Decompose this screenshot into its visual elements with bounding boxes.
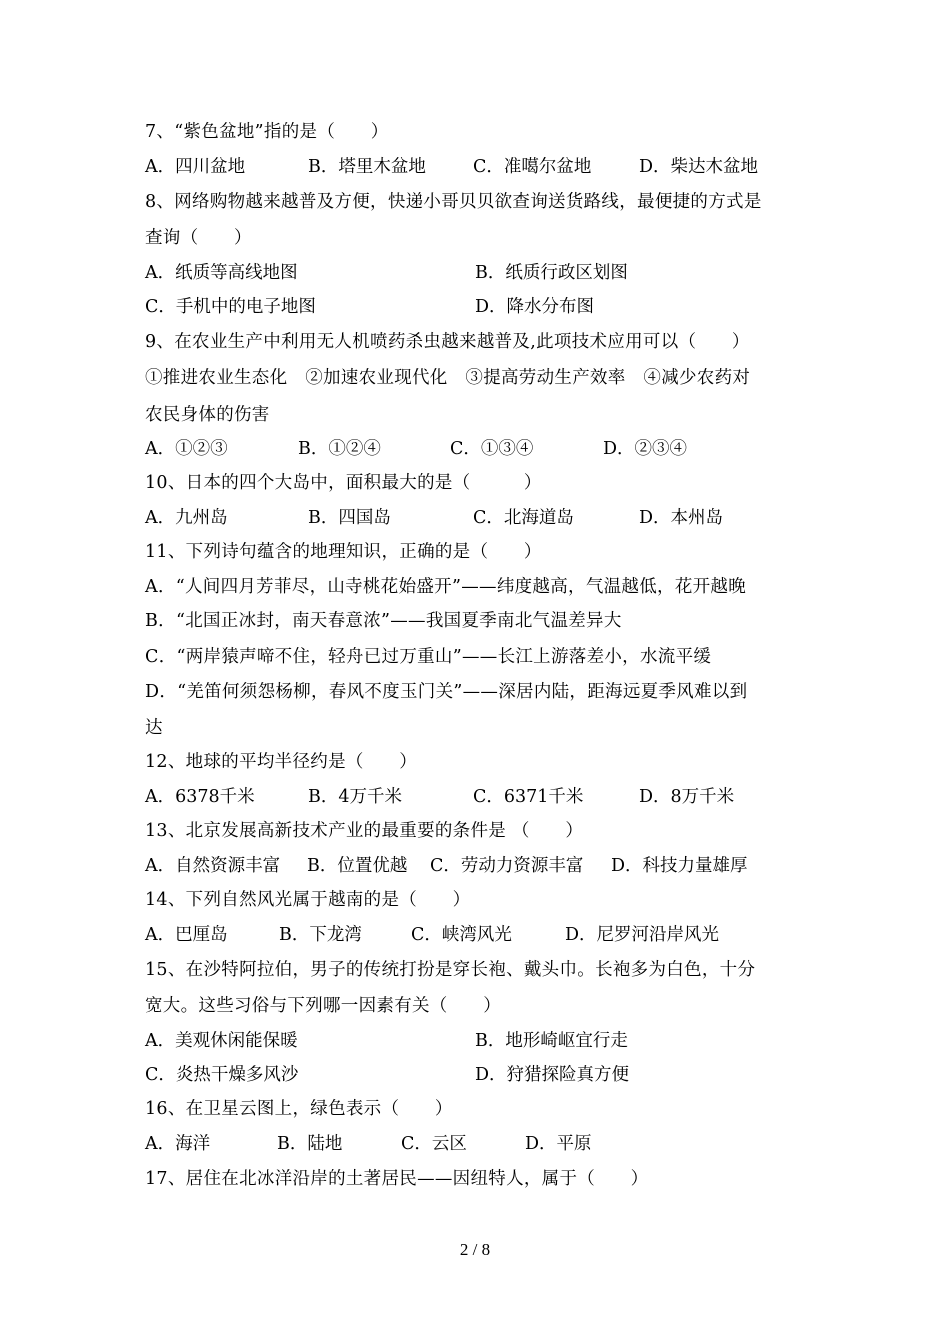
option-a: A．巴厘岛 — [145, 925, 228, 945]
question-8-stem-line-1: 8、网络购物越来越普及方便，快递小哥贝贝欲查询送货路线，最便捷的方式是 — [145, 192, 762, 212]
question-7-options — [145, 155, 805, 179]
question-15-options-row-2 — [145, 1063, 805, 1087]
question-11-option-d: D．“羌笛何须怨杨柳，春风不度玉门关”——深居内陆，距海远夏季风难以到 — [145, 682, 748, 702]
question-11-option-d-continued: 达 — [145, 718, 163, 738]
option-b: B．塔里木盆地 — [308, 157, 426, 177]
question-16-stem: 16、在卫星云图上，绿色表示（ ） — [145, 1099, 453, 1119]
question-11-option-b: B．“北国正冰封，南天春意浓”——我国夏季南北气温差异大 — [145, 611, 622, 631]
option-d: D．本州岛 — [639, 508, 724, 528]
option-c: C．炎热干燥多风沙 — [145, 1065, 299, 1085]
option-b: B．纸质行政区划图 — [475, 263, 628, 283]
question-8-options-row-1 — [145, 261, 805, 285]
page-number: 2 / 8 — [459, 1240, 491, 1259]
question-15-stem-line-1: 15、在沙特阿拉伯，男子的传统打扮是穿长袍、戴头巾。长袍多为白色，十分 — [145, 960, 756, 980]
option-d: D．尼罗河沿岸风光 — [565, 925, 720, 945]
option-b: B．陆地 — [277, 1134, 343, 1154]
option-c: C．劳动力资源丰富 — [430, 856, 584, 876]
question-8-options-row-2 — [145, 295, 805, 319]
option-b: B．下龙湾 — [279, 925, 362, 945]
question-15-stem-line-2: 宽大。这些习俗与下列哪一因素有关（ ） — [145, 996, 501, 1016]
option-c: C．北海道岛 — [473, 508, 574, 528]
question-9-options — [145, 437, 805, 461]
question-9-stem-line-1: 9、在农业生产中利用无人机喷药杀虫越来越普及,此项技术应用可以（ ） — [145, 332, 750, 352]
question-9-stem-line-3: 农民身体的伤害 — [145, 405, 270, 425]
option-b: B．四国岛 — [308, 508, 391, 528]
option-c: C．准噶尔盆地 — [473, 157, 592, 177]
option-a: A．九州岛 — [145, 508, 228, 528]
question-13-options — [145, 854, 805, 878]
option-a: A．纸质等高线地图 — [145, 263, 298, 283]
option-d: D．柴达木盆地 — [639, 157, 759, 177]
option-b: B．4万千米 — [308, 787, 402, 807]
option-d: D．降水分布图 — [475, 297, 595, 317]
option-a: A．①②③ — [145, 439, 228, 459]
option-a: A．海洋 — [145, 1134, 211, 1154]
question-11-stem: 11、下列诗句蕴含的地理知识，正确的是（ ） — [145, 542, 542, 562]
option-c: C．峡湾风光 — [411, 925, 512, 945]
option-d: D．狩猎探险真方便 — [475, 1065, 630, 1085]
option-c: C．①③④ — [450, 439, 534, 459]
question-12-options — [145, 785, 805, 809]
option-b: B．①②④ — [298, 439, 381, 459]
option-d: D．科技力量雄厚 — [611, 856, 748, 876]
option-d: D．8万千米 — [639, 787, 735, 807]
question-16-options — [145, 1132, 805, 1156]
question-10-stem: 10、日本的四个大岛中，面积最大的是（ ） — [145, 473, 542, 493]
option-c: C．手机中的电子地图 — [145, 297, 316, 317]
question-17-stem: 17、居住在北冰洋沿岸的土著居民——因纽特人，属于（ ） — [145, 1169, 649, 1189]
question-7-stem: 7、“紫色盆地”指的是（ ） — [145, 122, 389, 142]
option-c: C．6371千米 — [473, 787, 584, 807]
question-13-stem: 13、北京发展高新技术产业的最重要的条件是 （ ） — [145, 821, 584, 841]
question-8-stem-line-2: 查询（ ） — [145, 228, 252, 248]
option-b: B．地形崎岖宜行走 — [475, 1031, 628, 1051]
question-10-options — [145, 506, 805, 530]
question-14-options — [145, 923, 805, 947]
option-a: A．6378千米 — [145, 787, 255, 807]
option-d: D．平原 — [525, 1134, 592, 1154]
option-b: B．位置优越 — [307, 856, 408, 876]
option-d: D．②③④ — [603, 439, 688, 459]
question-15-options-row-1 — [145, 1029, 805, 1053]
option-c: C．云区 — [401, 1134, 467, 1154]
question-11-option-a: A．“人间四月芳菲尽，山寺桃花始盛开”——纬度越高，气温越低，花开越晚 — [145, 577, 747, 597]
option-a: A．美观休闲能保暖 — [145, 1031, 298, 1051]
option-a: A．自然资源丰富 — [145, 856, 281, 876]
question-12-stem: 12、地球的平均半径约是（ ） — [145, 752, 418, 772]
question-11-option-c: C．“两岸猿声啼不住，轻舟已过万重山”——长江上游落差小，水流平缓 — [145, 647, 712, 667]
question-14-stem: 14、下列自然风光属于越南的是（ ） — [145, 890, 471, 910]
option-a: A．四川盆地 — [145, 157, 246, 177]
question-9-stem-line-2: ①推进农业生态化 ②加速农业现代化 ③提高劳动生产效率 ④减少农药对 — [145, 368, 751, 388]
